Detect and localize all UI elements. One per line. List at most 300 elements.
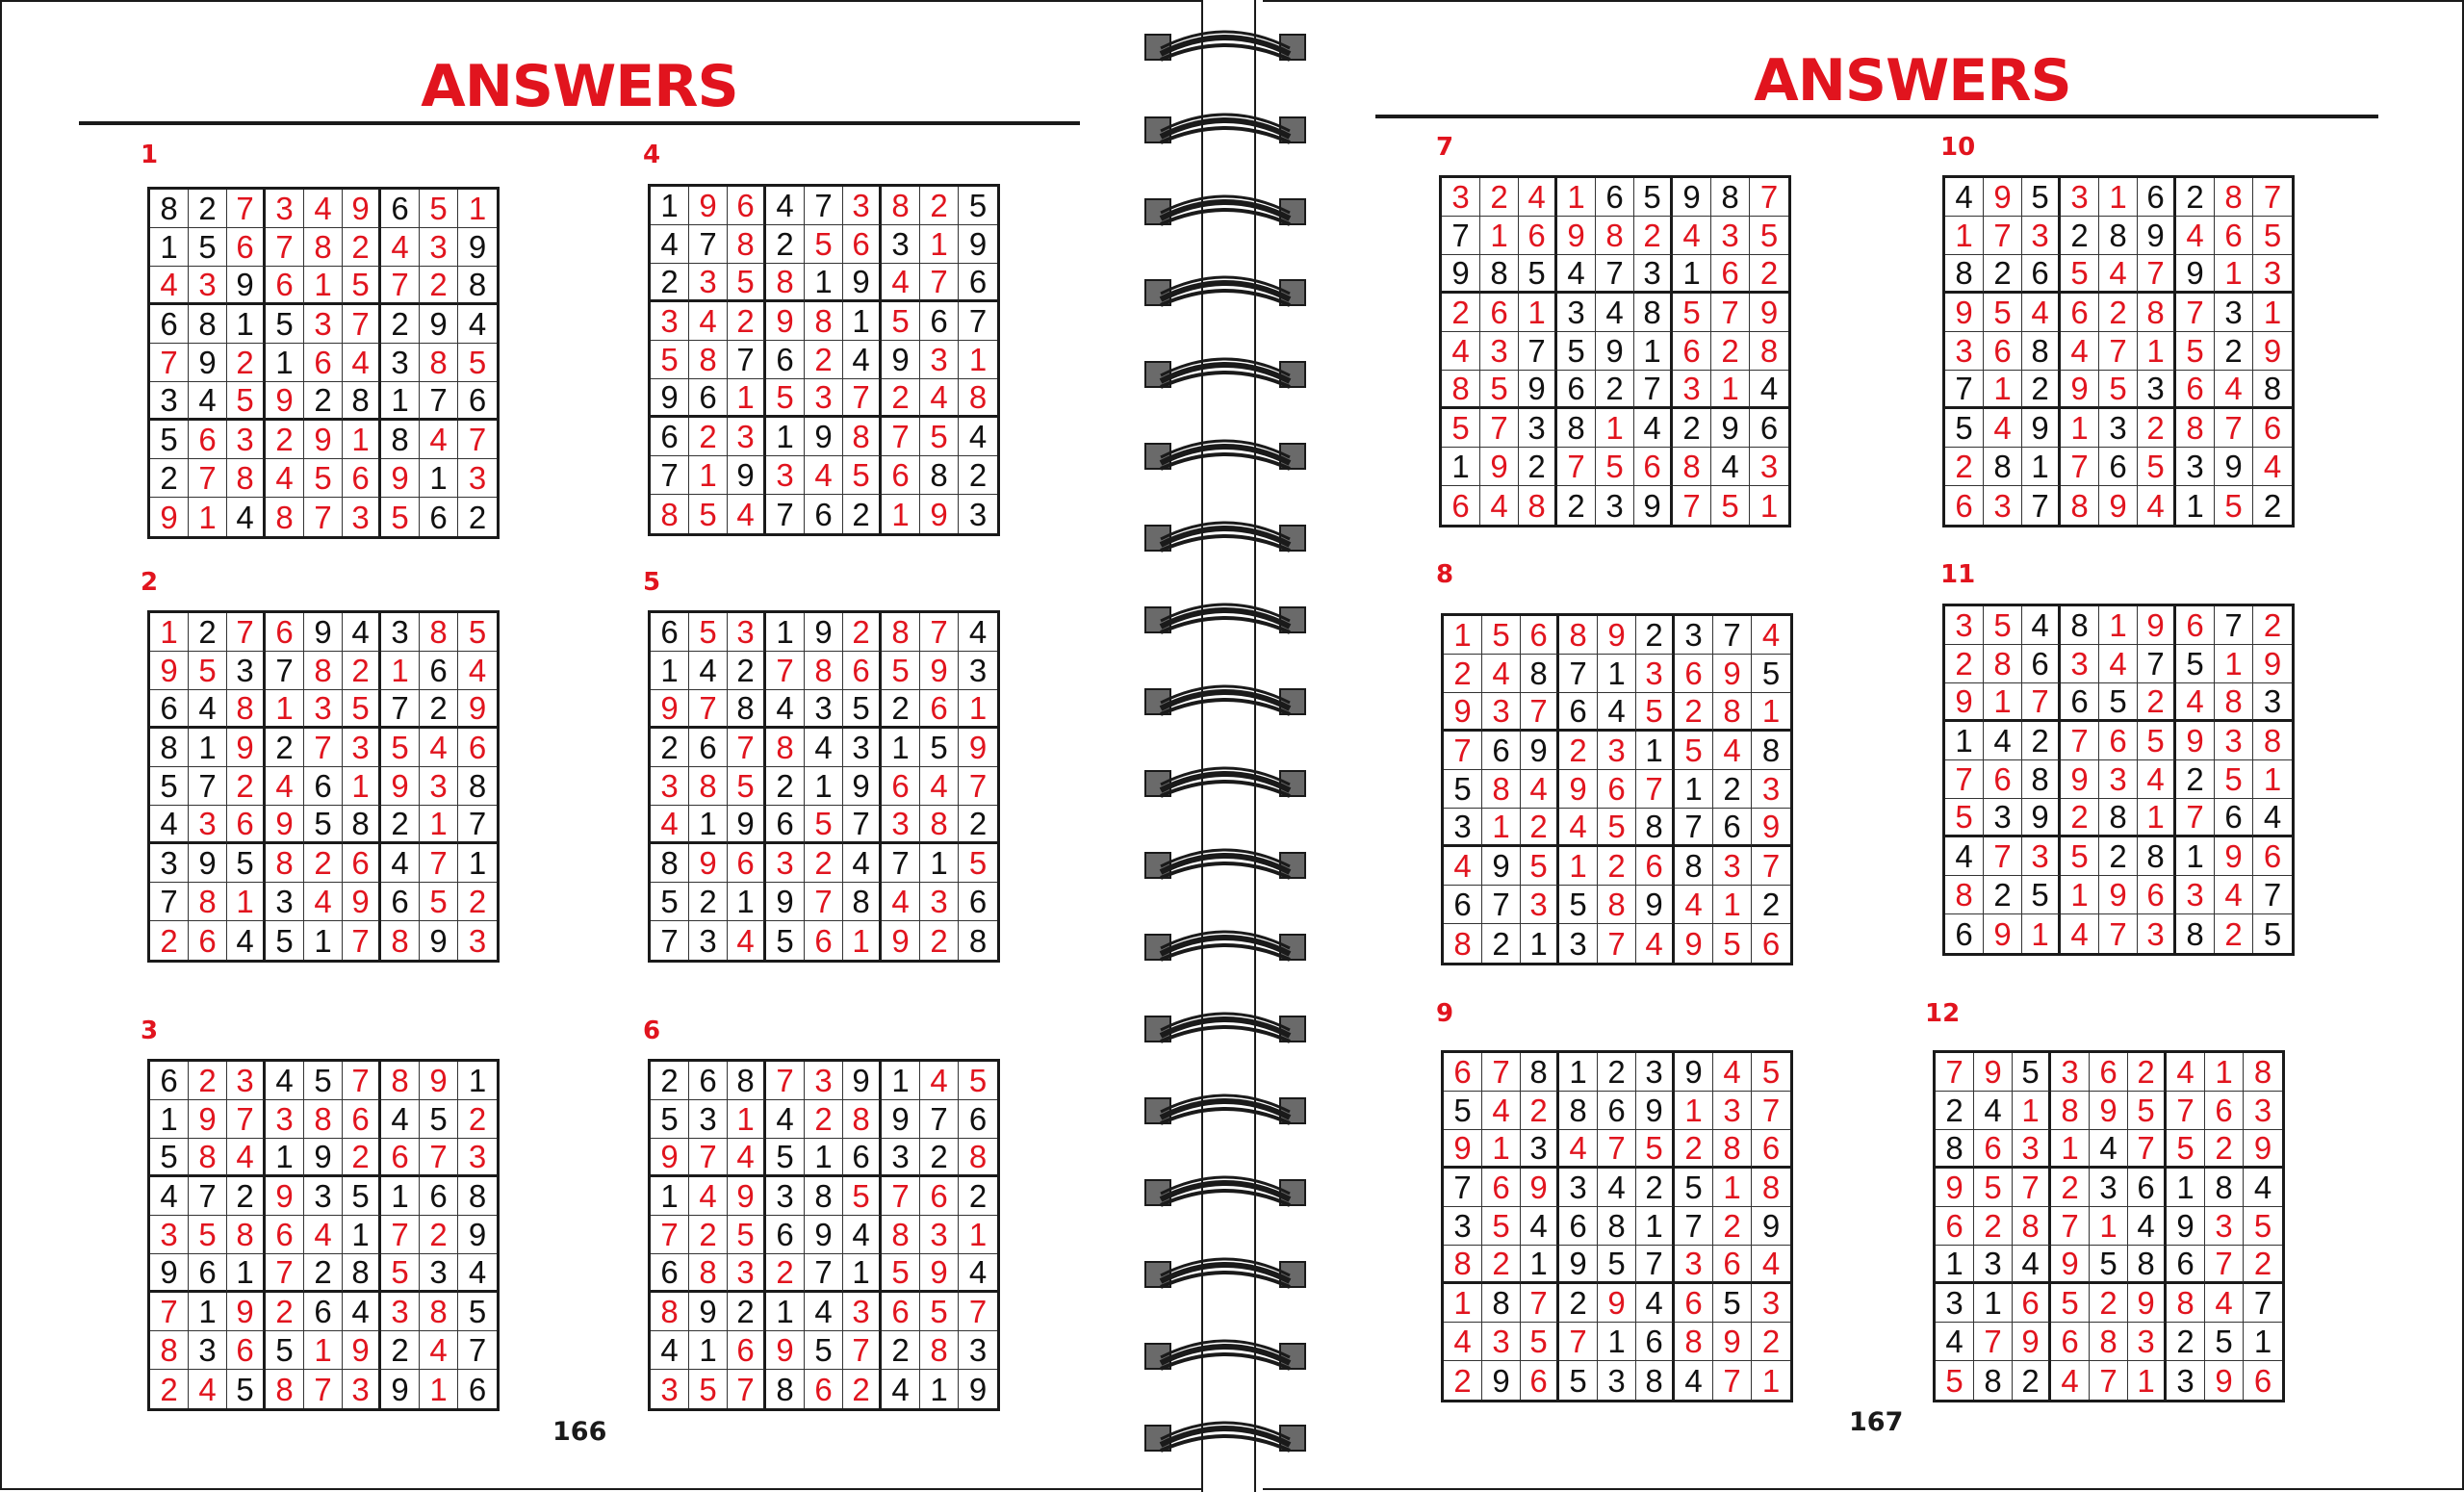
sudoku-cell: 3 <box>2022 217 2061 255</box>
sudoku-cell: 8 <box>728 690 766 729</box>
sudoku-cell: 4 <box>1482 655 1521 693</box>
spiral-ring-icon <box>1143 1007 1307 1049</box>
sudoku-cell: 6 <box>805 921 843 960</box>
sudoku-cell: 9 <box>959 225 997 264</box>
sudoku-cell: 2 <box>1711 332 1750 371</box>
sudoku-cell: 4 <box>1945 178 1984 217</box>
sudoku-cell: 7 <box>2099 914 2138 953</box>
right-heading-rule <box>1375 115 2378 118</box>
sudoku-cell: 5 <box>2215 760 2253 799</box>
sudoku-cell: 6 <box>227 228 266 267</box>
sudoku-cell: 9 <box>2061 760 2099 799</box>
sudoku-cell: 2 <box>1713 1207 1752 1246</box>
sudoku-cell: 5 <box>728 1216 766 1254</box>
sudoku-cell: 5 <box>1559 886 1598 924</box>
sudoku-cell: 6 <box>2022 645 2061 683</box>
sudoku-cell: 6 <box>1636 847 1675 886</box>
sudoku-cell: 9 <box>2128 1284 2167 1323</box>
sudoku-cell: 3 <box>805 379 843 418</box>
sudoku-cell: 2 <box>2263 487 2282 524</box>
sudoku-cell: 4 <box>1559 1130 1598 1169</box>
sudoku-cell: 9 <box>1711 409 1750 448</box>
sudoku-cell: 3 <box>2205 1207 2244 1246</box>
sudoku-cell: 3 <box>689 1100 728 1139</box>
sudoku-cell: 9 <box>1444 693 1482 732</box>
sudoku-cell: 3 <box>728 1254 766 1293</box>
sudoku-cell: 4 <box>2167 1053 2205 1092</box>
sudoku-cell: 8 <box>689 341 728 379</box>
sudoku-cell: 3 <box>1559 1169 1598 1207</box>
sudoku-cell: 1 <box>2099 606 2138 645</box>
sudoku-cell: 9 <box>882 921 920 960</box>
sudoku-cell: 4 <box>1598 693 1636 732</box>
sudoku-cell: 9 <box>1752 1207 1790 1246</box>
sudoku-cell: 3 <box>2138 914 2176 953</box>
sudoku-cell: 1 <box>1444 1284 1482 1323</box>
sudoku-cell: 6 <box>882 767 920 806</box>
sudoku-cell: 1 <box>959 1216 997 1254</box>
sudoku-cell: 9 <box>189 344 227 382</box>
sudoku-cell: 6 <box>1482 732 1521 770</box>
sudoku-cell: 8 <box>1634 294 1673 332</box>
sudoku-cell: 9 <box>2061 371 2099 409</box>
sudoku-cell: 2 <box>1442 294 1480 332</box>
sudoku-cell: 8 <box>189 883 227 921</box>
sudoku-cell: 6 <box>1936 1207 1974 1246</box>
sudoku-cell: 3 <box>920 1216 959 1254</box>
spiral-ring-icon <box>1143 25 1307 67</box>
sudoku-cell: 4 <box>2176 683 2215 722</box>
sudoku-cell: 6 <box>343 844 381 883</box>
sudoku-cell: 7 <box>2244 1284 2282 1323</box>
sudoku-cell: 1 <box>343 1216 381 1254</box>
sudoku-cell: 1 <box>304 267 343 305</box>
sudoku-cell: 5 <box>1598 1246 1636 1284</box>
spiral-ring-icon <box>1143 1416 1307 1458</box>
sudoku-cell: 2 <box>1444 655 1482 693</box>
sudoku-cell: 3 <box>458 1139 497 1177</box>
sudoku-cell: 6 <box>1711 255 1750 294</box>
sudoku-cell: 2 <box>458 1100 497 1139</box>
sudoku-cell: 6 <box>381 190 420 228</box>
sudoku-cell: 9 <box>1675 1053 1713 1092</box>
sudoku-cell: 5 <box>304 459 343 498</box>
sudoku-cell: 2 <box>1634 217 1673 255</box>
sudoku-cell: 4 <box>189 1370 227 1408</box>
sudoku-cell: 1 <box>1636 1207 1675 1246</box>
sudoku-cell: 1 <box>1557 178 1596 217</box>
sudoku-cell: 1 <box>1936 1246 1974 1284</box>
sudoku-cell: 2 <box>1444 1361 1482 1400</box>
sudoku-cell: 4 <box>2013 1246 2051 1284</box>
sudoku-cell: 1 <box>2176 837 2215 876</box>
sudoku-cell: 7 <box>343 305 381 344</box>
sudoku-cell: 4 <box>2090 1130 2128 1169</box>
sudoku-cell: 7 <box>1752 1092 1790 1130</box>
sudoku-cell: 1 <box>920 1370 959 1408</box>
sudoku-cell: 4 <box>2215 876 2253 914</box>
sudoku-cell: 8 <box>728 1062 766 1100</box>
sudoku-cell: 4 <box>227 921 266 960</box>
sudoku-cell: 3 <box>227 1062 266 1100</box>
sudoku-cell: 5 <box>766 379 805 418</box>
sudoku-cell: 3 <box>1557 294 1596 332</box>
sudoku-cell: 1 <box>266 344 304 382</box>
spiral-ring-icon <box>1143 1334 1307 1376</box>
sudoku-cell: 8 <box>805 302 843 341</box>
sudoku-cell: 7 <box>1675 809 1713 847</box>
sudoku-cell: 5 <box>1444 1092 1482 1130</box>
sudoku-cell: 3 <box>843 187 882 225</box>
sudoku-cell: 5 <box>2138 722 2176 760</box>
sudoku-cell: 5 <box>150 421 189 459</box>
sudoku-cell: 1 <box>266 1139 304 1177</box>
sudoku-cell: 8 <box>766 729 805 767</box>
sudoku-cell: 1 <box>2022 448 2061 486</box>
sudoku-cell: 6 <box>1984 760 2022 799</box>
sudoku-cell: 7 <box>266 1254 304 1293</box>
sudoku-cell: 7 <box>304 729 343 767</box>
sudoku-cell: 4 <box>920 767 959 806</box>
sudoku-cell: 5 <box>1442 409 1480 448</box>
sudoku-cell: 1 <box>2090 1207 2128 1246</box>
sudoku-cell: 7 <box>2051 1207 2090 1246</box>
sudoku-cell: 8 <box>920 456 959 495</box>
sudoku-cell: 4 <box>1675 1361 1713 1400</box>
spiral-ring-icon <box>1143 1170 1307 1213</box>
sudoku-cell: 7 <box>1945 371 1984 409</box>
sudoku-cell: 4 <box>266 1062 304 1100</box>
sudoku-cell: 5 <box>2022 876 2061 914</box>
sudoku-cell: 8 <box>2090 1323 2128 1361</box>
sudoku-cell: 7 <box>2138 645 2176 683</box>
sudoku-cell: 7 <box>2128 1130 2167 1169</box>
sudoku-cell: 6 <box>1596 178 1634 217</box>
sudoku-cell: 7 <box>304 498 343 536</box>
sudoku-cell: 8 <box>2167 1284 2205 1323</box>
sudoku-cell: 6 <box>1974 1130 2013 1169</box>
sudoku-cell: 8 <box>1713 1130 1752 1169</box>
sudoku-cell: 6 <box>651 613 689 652</box>
sudoku-cell: 6 <box>766 341 805 379</box>
sudoku-cell: 8 <box>920 1331 959 1370</box>
sudoku-cell: 9 <box>227 729 266 767</box>
sudoku-cell: 1 <box>1984 683 2022 722</box>
sudoku-cell: 4 <box>2128 1207 2167 1246</box>
sudoku-cell: 4 <box>458 305 497 344</box>
sudoku-cell: 2 <box>805 844 843 883</box>
sudoku-cell: 9 <box>266 382 304 421</box>
sudoku-cell: 8 <box>381 421 420 459</box>
sudoku-cell: 9 <box>1596 332 1634 371</box>
sudoku-cell: 3 <box>2090 1169 2128 1207</box>
sudoku-cell: 7 <box>1559 1323 1598 1361</box>
sudoku-cell: 8 <box>2061 486 2099 525</box>
sudoku-cell: 8 <box>227 459 266 498</box>
sudoku-cell: 9 <box>458 1216 497 1254</box>
sudoku-cell: 6 <box>227 806 266 844</box>
sudoku-cell: 4 <box>2061 914 2099 953</box>
sudoku-cell: 7 <box>1482 886 1521 924</box>
sudoku-cell: 6 <box>959 1100 997 1139</box>
sudoku-cell: 4 <box>2061 332 2099 371</box>
sudoku-grid <box>648 1059 1000 1411</box>
sudoku-cell: 2 <box>1482 1246 1521 1284</box>
sudoku-cell: 6 <box>458 729 497 767</box>
sudoku-cell: 8 <box>1480 255 1519 294</box>
sudoku-cell: 4 <box>150 267 189 305</box>
sudoku-cell: 6 <box>381 883 420 921</box>
sudoku-cell: 8 <box>2138 837 2176 876</box>
sudoku-cell: 9 <box>420 921 458 960</box>
sudoku-cell: 6 <box>2099 448 2138 486</box>
sudoku-cell: 7 <box>227 1100 266 1139</box>
sudoku-cell: 7 <box>728 1370 766 1408</box>
sudoku-cell: 9 <box>343 883 381 921</box>
sudoku-cell: 9 <box>227 267 266 305</box>
sudoku-cell: 9 <box>2138 217 2176 255</box>
sudoku-cell: 8 <box>843 883 882 921</box>
sudoku-cell: 1 <box>343 421 381 459</box>
puzzle-label: 10 <box>1940 133 1976 162</box>
sudoku-cell: 8 <box>651 1293 689 1331</box>
sudoku-cell: 5 <box>1557 332 1596 371</box>
sudoku-cell: 1 <box>1675 1092 1713 1130</box>
sudoku-cell: 5 <box>651 341 689 379</box>
sudoku-cell: 6 <box>2128 1169 2167 1207</box>
sudoku-cell: 6 <box>1519 217 1557 255</box>
sudoku-cell: 2 <box>1519 448 1557 486</box>
sudoku-cell: 2 <box>381 1331 420 1370</box>
sudoku-cell: 9 <box>2215 448 2253 486</box>
sudoku-cell: 8 <box>2051 1092 2090 1130</box>
sudoku-cell: 5 <box>651 1100 689 1139</box>
sudoku-cell: 5 <box>2176 332 2215 371</box>
sudoku-cell: 5 <box>343 690 381 729</box>
sudoku-cell: 9 <box>304 613 343 652</box>
sudoku-cell: 8 <box>2176 914 2215 953</box>
sudoku-cell: 1 <box>689 806 728 844</box>
sudoku-cell: 4 <box>2138 486 2176 525</box>
sudoku-cell: 3 <box>1675 616 1713 655</box>
sudoku-cell: 1 <box>381 382 420 421</box>
sudoku-cell: 1 <box>304 1331 343 1370</box>
sudoku-cell: 7 <box>266 228 304 267</box>
sudoku-cell: 1 <box>1559 847 1598 886</box>
sudoku-cell: 8 <box>1596 217 1634 255</box>
sudoku-cell: 3 <box>959 1331 997 1370</box>
sudoku-cell: 8 <box>1557 409 1596 448</box>
sudoku-cell: 4 <box>1482 1092 1521 1130</box>
sudoku-cell: 3 <box>1945 332 1984 371</box>
sudoku-cell: 1 <box>651 1177 689 1216</box>
sudoku-cell: 9 <box>1559 1246 1598 1284</box>
sudoku-cell: 4 <box>343 613 381 652</box>
sudoku-cell: 9 <box>882 1100 920 1139</box>
sudoku-cell: 6 <box>2176 606 2215 645</box>
sudoku-grid <box>648 610 1000 963</box>
sudoku-cell: 9 <box>2176 722 2215 760</box>
sudoku-cell: 4 <box>1444 1323 1482 1361</box>
sudoku-cell: 1 <box>2215 645 2253 683</box>
sudoku-cell: 9 <box>304 1139 343 1177</box>
sudoku-cell: 1 <box>420 806 458 844</box>
sudoku-cell: 8 <box>766 1370 805 1408</box>
puzzle-label: 9 <box>1436 999 1454 1028</box>
sudoku-cell: 6 <box>766 1216 805 1254</box>
sudoku-cell: 1 <box>2061 876 2099 914</box>
sudoku-cell: 9 <box>1713 1323 1752 1361</box>
sudoku-cell: 7 <box>420 382 458 421</box>
sudoku-cell: 1 <box>2205 1053 2244 1092</box>
sudoku-cell: 9 <box>651 690 689 729</box>
sudoku-cell: 5 <box>1636 693 1675 732</box>
sudoku-cell: 8 <box>343 382 381 421</box>
sudoku-cell: 5 <box>843 690 882 729</box>
sudoku-cell: 7 <box>1752 847 1790 886</box>
sudoku-cell: 4 <box>728 495 766 533</box>
sudoku-cell: 4 <box>1636 924 1675 963</box>
sudoku-cell: 9 <box>1673 178 1711 217</box>
sudoku-cell: 3 <box>227 652 266 690</box>
sudoku-cell: 2 <box>920 187 959 225</box>
sudoku-cell: 3 <box>1673 371 1711 409</box>
sudoku-cell: 4 <box>2138 760 2176 799</box>
sudoku-cell: 5 <box>458 1293 497 1331</box>
sudoku-cell: 1 <box>2167 1169 2205 1207</box>
sudoku-cell: 5 <box>2167 1130 2205 1169</box>
sudoku-cell: 5 <box>1559 1361 1598 1400</box>
sudoku-cell: 6 <box>2215 799 2253 837</box>
sudoku-cell: 6 <box>805 1370 843 1408</box>
sudoku-cell: 7 <box>343 1062 381 1100</box>
sudoku-cell: 1 <box>1713 1169 1752 1207</box>
sudoku-cell: 1 <box>651 187 689 225</box>
sudoku-cell: 9 <box>381 767 420 806</box>
sudoku-cell: 2 <box>1750 255 1788 294</box>
sudoku-cell: 2 <box>2061 217 2099 255</box>
sudoku-cell: 7 <box>381 1216 420 1254</box>
sudoku-cell: 5 <box>2013 1053 2051 1092</box>
sudoku-cell: 8 <box>343 806 381 844</box>
sudoku-cell: 6 <box>689 1062 728 1100</box>
spiral-ring-icon <box>1143 1252 1307 1295</box>
sudoku-cell: 9 <box>843 767 882 806</box>
sudoku-cell: 3 <box>304 690 343 729</box>
sudoku-cell: 7 <box>2061 722 2099 760</box>
sudoku-cell: 5 <box>343 1177 381 1216</box>
sudoku-cell: 5 <box>2061 837 2099 876</box>
sudoku-cell: 7 <box>304 1370 343 1408</box>
sudoku-cell: 4 <box>1444 847 1482 886</box>
sudoku-cell: 4 <box>1634 409 1673 448</box>
sudoku-cell: 2 <box>2253 606 2292 645</box>
sudoku-cell: 7 <box>2138 255 2176 294</box>
sudoku-cell: 6 <box>1482 1169 1521 1207</box>
sudoku-cell: 1 <box>843 302 882 341</box>
sudoku-cell: 9 <box>805 1216 843 1254</box>
sudoku-cell: 9 <box>458 228 497 267</box>
sudoku-cell: 7 <box>2061 448 2099 486</box>
sudoku-cell: 6 <box>651 1254 689 1293</box>
sudoku-cell: 9 <box>1482 1361 1521 1400</box>
sudoku-cell: 8 <box>920 806 959 844</box>
sudoku-cell: 9 <box>1984 914 2022 953</box>
sudoku-cell: 2 <box>343 228 381 267</box>
sudoku-cell: 7 <box>843 806 882 844</box>
sudoku-cell: 5 <box>766 921 805 960</box>
sudoku-cell: 3 <box>1675 1246 1713 1284</box>
sudoku-cell: 6 <box>458 382 497 421</box>
sudoku-cell: 7 <box>920 613 959 652</box>
sudoku-cell: 2 <box>381 806 420 844</box>
sudoku-cell: 8 <box>2022 332 2061 371</box>
sudoku-cell: 1 <box>189 729 227 767</box>
sudoku-cell: 8 <box>959 379 997 418</box>
sudoku-cell: 9 <box>266 1177 304 1216</box>
sudoku-cell: 5 <box>2176 645 2215 683</box>
sudoku-cell: 4 <box>266 767 304 806</box>
sudoku-cell: 5 <box>2138 448 2176 486</box>
sudoku-cell: 6 <box>843 1139 882 1177</box>
sudoku-cell: 4 <box>882 264 920 302</box>
sudoku-cell: 3 <box>959 652 997 690</box>
sudoku-cell: 1 <box>2253 294 2292 332</box>
sudoku-cell: 5 <box>189 652 227 690</box>
sudoku-cell: 4 <box>1557 255 1596 294</box>
sudoku-cell: 7 <box>920 264 959 302</box>
sudoku-cell: 2 <box>1598 847 1636 886</box>
sudoku-cell: 6 <box>1750 409 1788 448</box>
sudoku-cell: 8 <box>689 1254 728 1293</box>
sudoku-cell: 3 <box>1634 255 1673 294</box>
sudoku-cell: 5 <box>1444 770 1482 809</box>
sudoku-cell: 4 <box>920 379 959 418</box>
sudoku-cell: 2 <box>189 1062 227 1100</box>
sudoku-cell: 1 <box>1480 217 1519 255</box>
sudoku-cell: 8 <box>1673 448 1711 486</box>
sudoku-cell: 9 <box>150 652 189 690</box>
sudoku-cell: 9 <box>2099 486 2138 525</box>
sudoku-cell: 3 <box>843 1293 882 1331</box>
sudoku-cell: 5 <box>805 225 843 264</box>
sudoku-cell: 3 <box>1636 655 1675 693</box>
sudoku-cell: 2 <box>843 613 882 652</box>
sudoku-cell: 3 <box>2013 1130 2051 1169</box>
sudoku-cell: 6 <box>150 305 189 344</box>
sudoku-cell: 5 <box>1713 924 1752 963</box>
sudoku-cell: 2 <box>1945 448 1984 486</box>
sudoku-cell: 4 <box>805 456 843 495</box>
sudoku-cell: 6 <box>959 264 997 302</box>
sudoku-cell: 2 <box>1752 1323 1790 1361</box>
sudoku-cell: 7 <box>1482 1053 1521 1092</box>
sudoku-cell: 2 <box>2022 371 2061 409</box>
sudoku-cell: 3 <box>2215 722 2253 760</box>
sudoku-cell: 2 <box>2128 1053 2167 1092</box>
sudoku-cell: 4 <box>1675 886 1713 924</box>
sudoku-cell: 7 <box>2205 1246 2244 1284</box>
sudoku-cell: 7 <box>959 767 997 806</box>
sudoku-cell: 5 <box>805 1331 843 1370</box>
sudoku-cell: 5 <box>805 806 843 844</box>
sudoku-cell: 2 <box>420 267 458 305</box>
sudoku-cell: 4 <box>1636 1284 1675 1323</box>
sudoku-cell: 4 <box>1711 448 1750 486</box>
sudoku-cell: 9 <box>843 1062 882 1100</box>
sudoku-cell: 8 <box>2215 178 2253 217</box>
sudoku-cell: 7 <box>2099 332 2138 371</box>
